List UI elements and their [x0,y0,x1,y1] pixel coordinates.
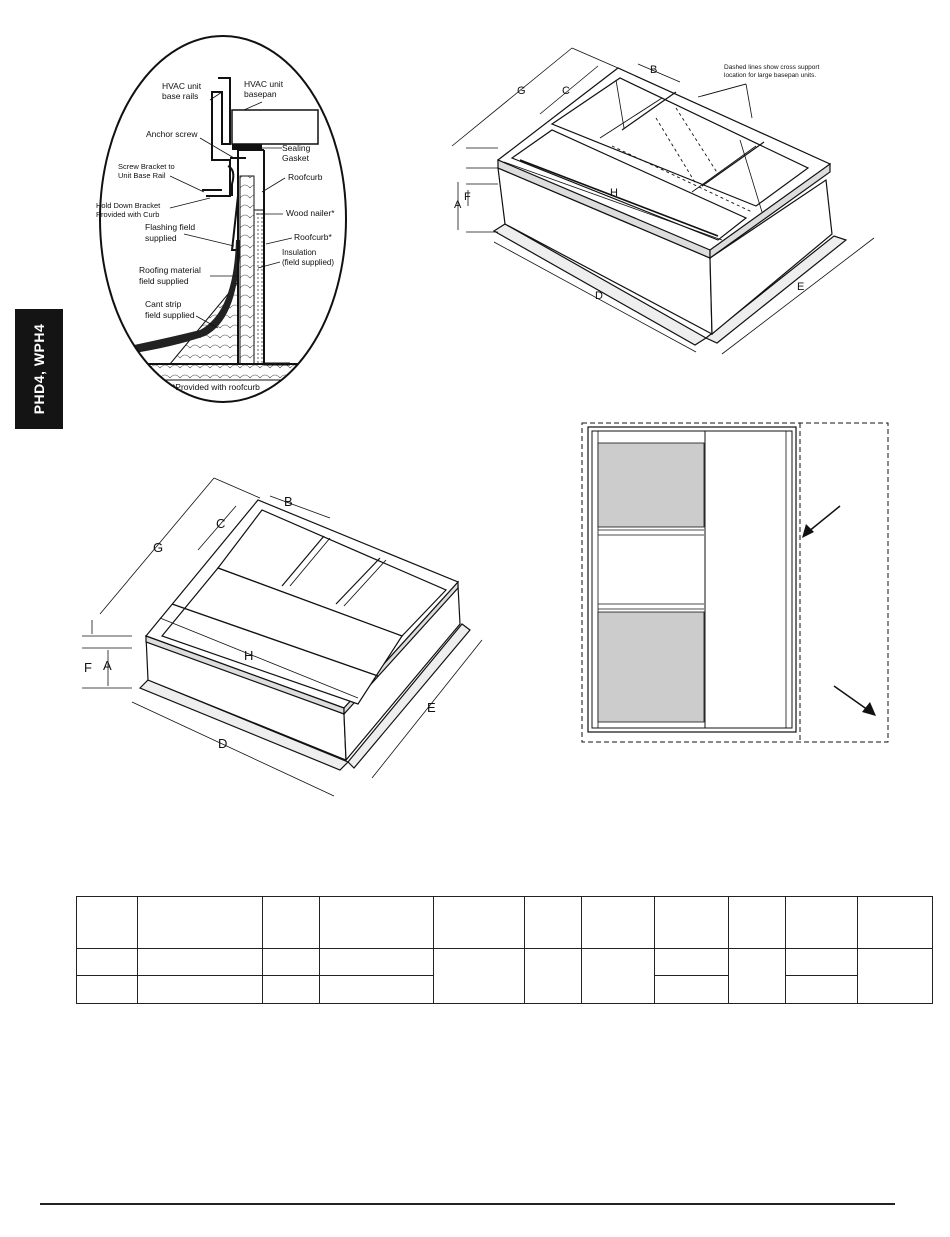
label-roofing-2: field supplied [139,276,189,286]
table-cell [263,949,320,976]
label-hvac-basepan-2: basepan [244,89,277,99]
dim-a-small: A [103,658,112,673]
label-roofcurb-top: Roofcurb [288,172,323,182]
table-cell [786,897,858,949]
dim-e-large: E [797,281,805,293]
label-sealing-gasket-2: Gasket [282,153,309,163]
dimension-table [76,896,933,1004]
table-row [77,897,933,949]
label-hvac-base-rails-1: HVAC unit [162,81,202,91]
table-cell [729,897,786,949]
dim-h-small: H [244,648,254,663]
table-cell [434,949,525,1004]
table-cell [263,897,320,949]
label-hold-down-2: Provided with Curb [96,210,160,219]
dim-b-small: B [284,494,293,509]
table-cell [729,949,786,1004]
table-cell [434,897,525,949]
label-insulation-1: Insulation [282,248,317,257]
label-hvac-basepan-1: HVAC unit [244,79,284,89]
side-tab-label: PHD4, WPH4 [31,323,47,415]
table-cell [263,976,320,1004]
dim-c-small: C [216,516,226,531]
label-provided: *Provided with roofcurb [172,382,260,392]
table-cell [655,949,729,976]
dim-a-large: A [454,199,462,211]
label-screw-bracket-1: Screw Bracket to [118,162,175,171]
table-cell [582,897,655,949]
label-flashing-1: Flashing field [145,222,196,232]
dim-f-large: F [464,191,471,203]
table-cell [320,976,434,1004]
table-cell [525,897,582,949]
dim-h-large: H [610,187,618,199]
dim-d-small: D [218,736,228,751]
table-cell [77,897,138,949]
dim-e-small: E [427,700,436,715]
dim-c-large: C [562,85,570,97]
label-hold-down-1: Hold Down Bracket [96,201,161,210]
table-cell [655,897,729,949]
label-cant-2: field supplied [145,310,195,320]
label-roofing-1: Roofing material [139,265,201,275]
label-wood-nailer: Wood nailer* [286,208,335,218]
dim-f-small: F [84,660,92,675]
label-screw-bracket-2: Unit Base Rail [118,171,166,180]
table-cell [786,976,858,1004]
footer-rule [40,1203,895,1205]
dim-g-large: G [517,85,526,97]
table-cell [77,949,138,976]
table-cell [77,976,138,1004]
label-cant-1: Cant strip [145,299,182,309]
label-hvac-base-rails-2: base rails [162,91,199,101]
label-roofcurb-star: Roofcurb* [294,232,332,242]
table-cell [858,897,933,949]
table-cell [138,897,263,949]
label-insulation-2: (field supplied) [282,258,335,267]
table-cell [138,976,263,1004]
table-cell [858,949,933,1004]
label-sealing-gasket-1: Sealing [282,143,311,153]
dim-b-large: B [650,64,658,76]
label-anchor-screw: Anchor screw [146,129,198,139]
cross-support-note-2: location for large basepan units. [724,72,817,79]
table-row [77,949,933,976]
table-cell [320,949,434,976]
dim-g-small: G [153,540,164,555]
table-cell [525,949,582,1004]
table-cell [138,949,263,976]
table-cell [582,949,655,1004]
table-cell [655,976,729,1004]
table-cell [786,949,858,976]
table-cell [320,897,434,949]
dim-d-large: D [595,290,603,302]
cross-support-note-1: Dashed lines show cross support [724,64,820,71]
label-flashing-2: supplied [145,233,177,243]
